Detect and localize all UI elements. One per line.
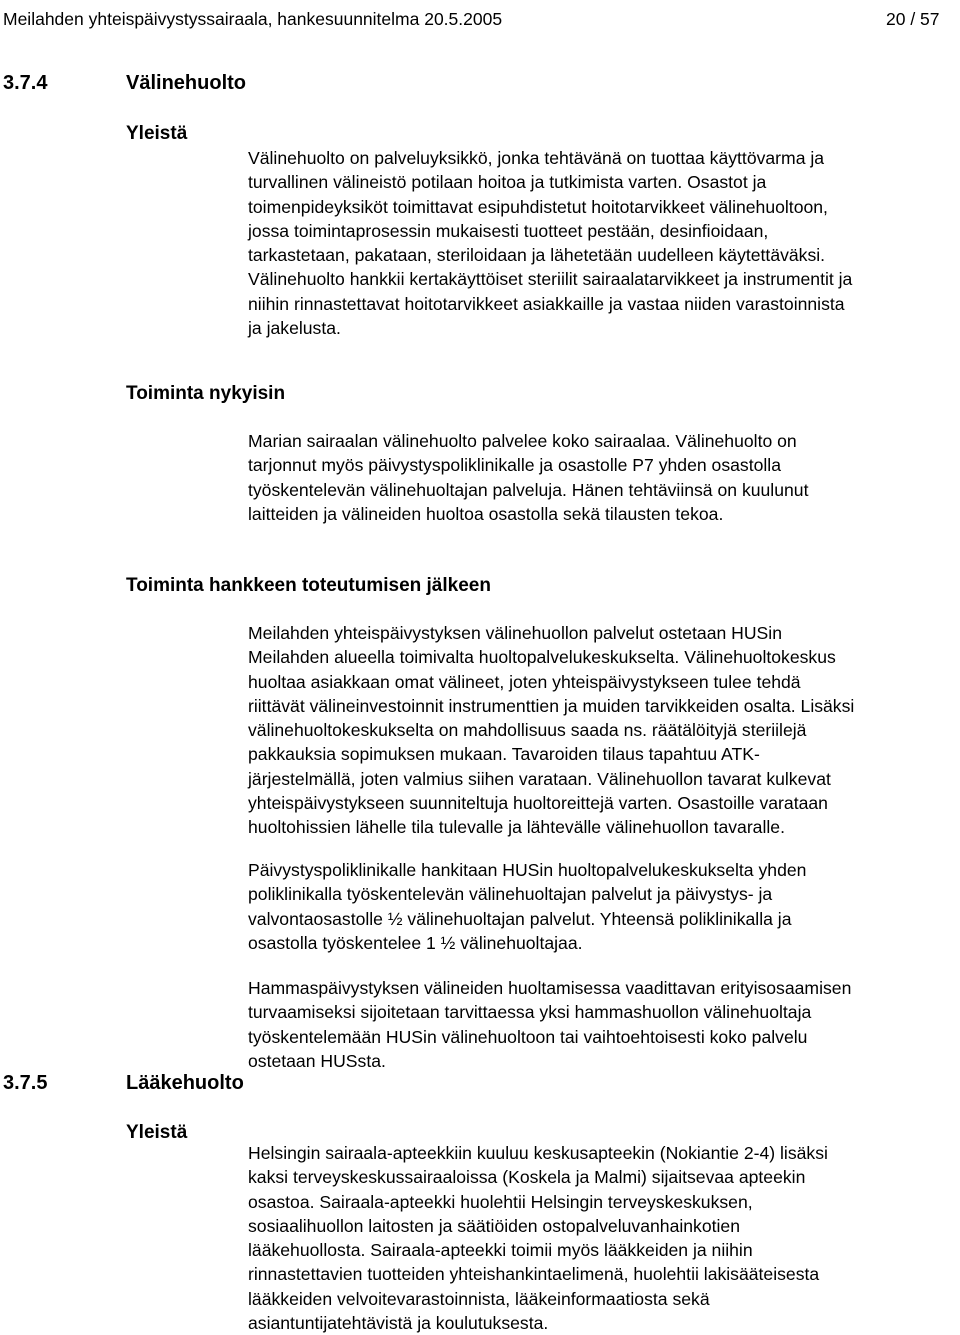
text-line: ostetaan HUSsta. xyxy=(248,1050,386,1071)
paragraph xyxy=(248,858,806,955)
text-line: laitteiden ja välineiden huoltoa osastolla sekä tilausten tekoa. xyxy=(248,503,724,524)
subsection-heading: Toiminta hankkeen toteutumisen jälkeen xyxy=(126,575,491,596)
text-line: tarjonnut myös päivystyspoliklinikalle ja osastolle P7 yhden osastolla xyxy=(248,455,781,476)
text-line: kaksi terveyskeskussairaaloissa (Koskela ja Malmi) sijaitsevaa apteekin xyxy=(248,1167,806,1188)
text-line: yhteispäivystykseen suunniteltuja huoltoreittejä varten. Osastoille varataan xyxy=(248,793,828,814)
paragraph xyxy=(248,429,808,526)
text-line: lääkkeiden velvoitevarastoinnista, lääkeinformaatiosta sekä xyxy=(248,1288,710,1309)
text-line: valvontaosastolle ½ välinehuoltajan palvelut. Yhteensä poliklinikalla ja xyxy=(248,908,792,929)
paragraph xyxy=(248,621,854,840)
text-line: osastoa. Sairaala-apteekki huolehtii Helsingin terveyskeskuksen, xyxy=(248,1191,753,1212)
document-header-title: Meilahden yhteispäivystyssairaala, hankesuunnitelma 20.5.2005 xyxy=(3,9,503,29)
paragraph xyxy=(248,1141,828,1335)
subsection-heading: Yleistä xyxy=(126,1122,188,1143)
text-line: Helsingin sairaala-apteekkiin kuuluu keskusapteekin (Nokiantie 2-4) lisäksi xyxy=(248,1143,828,1163)
text-line: ja jakelusta. xyxy=(248,318,341,339)
text-line: Välinehuolto on palveluyksikkö, jonka tehtävänä on tuottaa käyttövarma ja xyxy=(248,148,825,168)
text-line: lääkehuollosta. Sairaala-apteekki toimii myös lääkkeiden ja niihin xyxy=(248,1240,753,1261)
text-line: välinehuoltokeskukselta on mahdollisuus saada ns. räätälöityjä steriilejä xyxy=(248,720,807,741)
text-line: poliklinikalla työskentelevän välinehuoltajan palvelut ja päivystys- ja xyxy=(248,884,773,905)
text-line: huoltohissien lähelle tila tulevalle ja lähtevälle välinehuollon tavaralle. xyxy=(248,817,785,838)
section-number: 3.7.5 xyxy=(3,1072,48,1094)
text-line: Hammaspäivystyksen välineiden huoltamisessa vaadittavan erityisosaamisen xyxy=(248,978,852,998)
text-line: järjestelmällä, joten valmius siihen varataan. Välinehuollon tavarat kulkevat xyxy=(248,768,831,789)
text-line: niihin rinnastettavat hoitotarvikkeet asiakkaille ja vastaa niiden varastoinnista xyxy=(248,293,845,314)
text-line: huoltaa asiakkaan omat välineet, joten yhteispäivystykseen tulee tehdä xyxy=(248,671,801,692)
subsection-heading: Toiminta nykyisin xyxy=(126,383,286,404)
text-line: Meilahden yhteispäivystyksen välinehuollon palvelut ostetaan HUSin xyxy=(248,623,782,643)
paragraph xyxy=(248,976,851,1073)
text-line: turvallinen välineistö potilaan hoitoa ja tutkimista varten. Osastot ja xyxy=(248,172,767,193)
text-line: jossa toimintaprosessin mukaisesti tuotteet pestään, desinfioidaan, xyxy=(248,220,769,241)
text-line: Meilahden alueella toimivalta huoltopalvelukeskukselta. Välinehuoltokeskus xyxy=(248,647,836,668)
text-line: asiantuntijatehtävistä ja koulutuksesta. xyxy=(248,1313,549,1334)
section-title: Lääkehuolto xyxy=(126,1072,244,1094)
section-title: Välinehuolto xyxy=(126,72,246,94)
subsection-heading: Yleistä xyxy=(126,123,188,144)
text-line: pakkauksia sopimuksen mukaan. Tavaroiden tilaus tapahtuu ATK- xyxy=(248,744,760,765)
page-number: 20 / 57 xyxy=(886,9,940,29)
text-line: työskentelemään HUSin välinehuoltoon tai vaihtoehtoisesti koko palvelu xyxy=(248,1026,808,1047)
text-line: tarkastetaan, pakataan, steriloidaan ja lähetetään uudelleen käytettäväksi. xyxy=(248,245,826,266)
text-line: työskentelevän välinehuoltajan palveluja. Hänen tehtäviinsä on kuulunut xyxy=(248,479,809,500)
text-line: toimenpideyksiköt toimittavat esipuhdistetut hoitotarvikkeet välinehuoltoon, xyxy=(248,196,828,217)
text-line: Välinehuolto hankkii kertakäyttöiset steriilit sairaalatarvikkeet ja instrumentit ja xyxy=(248,269,853,290)
paragraph xyxy=(248,146,852,340)
text-line: Päivystyspoliklinikalle hankitaan HUSin huoltopalvelukeskukselta yhden xyxy=(248,860,807,880)
text-line: Marian sairaalan välinehuolto palvelee koko sairaalaa. Välinehuolto on xyxy=(248,431,797,451)
text-line: turvaamiseksi sijoitetaan tarvittaessa yksi hammashuollon välinehuoltaja xyxy=(248,1002,812,1023)
text-line: rinnastettavien tuotteiden yhteishankintaelimenä, huolehtii lakisääteisesta xyxy=(248,1264,820,1285)
text-line: sosiaalihuollon laitosten ja säätiöiden ostopalveluvanhainkotien xyxy=(248,1215,740,1236)
text-line: riittävät välineinvestoinnit instrumenttien ja muiden tarvikkeiden osalta. Lisäksi xyxy=(248,695,855,716)
section-number: 3.7.4 xyxy=(3,72,48,94)
text-line: osastolla työskentelee 1 ½ välinehuoltajaa. xyxy=(248,932,583,953)
